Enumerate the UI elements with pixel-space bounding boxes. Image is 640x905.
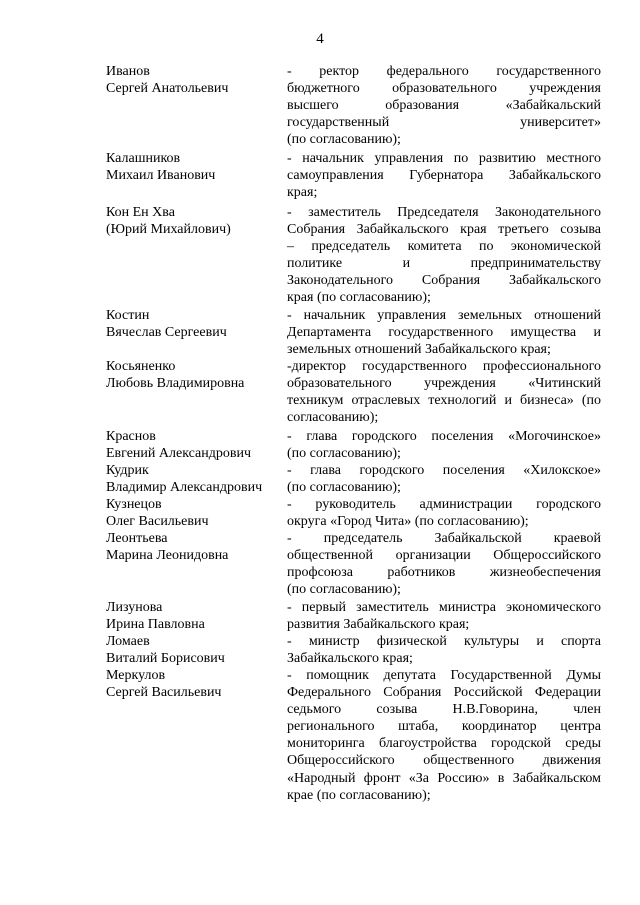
description-line: - помощник депутата Государственной Думы	[287, 668, 601, 683]
member-position-description	[287, 496, 601, 530]
description-line: - заместитель Председателя Законодательного	[287, 205, 601, 220]
member-entry	[106, 428, 601, 462]
description-line: - ректор федерального государственного	[287, 64, 601, 79]
description-line: округа «Город Чита» (по согласованию);	[287, 514, 529, 530]
member-given-names: Михаил Иванович	[106, 168, 216, 183]
description-line: - начальник управления по развитию местного	[287, 151, 601, 166]
description-line: (по согласованию);	[287, 446, 401, 462]
member-given-names: Марина Леонидовна	[106, 548, 229, 563]
member-given-names: Любовь Владимировна	[106, 376, 245, 391]
member-entry	[106, 307, 601, 358]
member-entry	[106, 667, 601, 804]
member-surname: Ломаев	[106, 634, 150, 649]
member-entry	[106, 63, 601, 148]
description-line: (по согласованию);	[287, 132, 401, 148]
description-line: мониторинга благоустройства городской среды	[287, 736, 601, 752]
page-number: 4	[316, 31, 324, 47]
member-position-description	[287, 599, 601, 633]
description-line: Федерального Собрания Российской Федерации	[287, 685, 601, 701]
member-position-description	[287, 307, 601, 358]
description-line: - начальник управления земельных отношений	[287, 308, 601, 323]
member-given-names: Владимир Александрович	[106, 480, 263, 495]
description-line: - глава городского поселения «Хилокское»	[287, 463, 601, 478]
description-line: края (по согласованию);	[287, 290, 431, 306]
description-line: регионального штаба, координатор центра	[287, 719, 601, 735]
description-line: (по согласованию);	[287, 480, 401, 496]
member-entry	[106, 462, 601, 496]
member-surname: Кон Ен Хва	[106, 205, 175, 220]
member-surname: Кудрик	[106, 463, 149, 478]
description-line: Законодательного Собрания Забайкальского	[287, 273, 601, 289]
member-entry	[106, 633, 601, 667]
member-surname: Краснов	[106, 429, 156, 444]
member-given-names: Сергей Васильевич	[106, 685, 222, 700]
member-given-names: Вячеслав Сергеевич	[106, 325, 227, 340]
description-line: - министр физической культуры и спорта	[287, 634, 601, 649]
member-entry	[106, 150, 601, 201]
description-line: седьмого созыва Н.В.Говорина, член	[287, 702, 601, 718]
description-line: - председатель Забайкальской краевой	[287, 531, 601, 546]
member-given-names: Ирина Павловна	[106, 617, 205, 632]
member-position-description	[287, 667, 601, 804]
description-line: техникум отраслевых технологий и бизнеса» (по	[287, 393, 601, 409]
description-line: развития Забайкальского края;	[287, 617, 470, 633]
member-entry	[106, 599, 601, 633]
description-line: – председатель комитета по экономической	[287, 239, 601, 255]
member-position-description	[287, 633, 601, 667]
member-surname: Меркулов	[106, 668, 166, 683]
description-line: профсоюза работников жизнеобеспечения	[287, 565, 601, 581]
member-entry	[106, 204, 601, 307]
description-line: образовательного учреждения «Читинский	[287, 376, 601, 392]
member-entry	[106, 496, 601, 530]
description-line: - руководитель администрации городского	[287, 497, 601, 512]
member-given-names: Сергей Анатольевич	[106, 81, 229, 96]
member-position-description	[287, 358, 601, 426]
member-position-description	[287, 462, 601, 496]
description-line: - глава городского поселения «Могочинское»	[287, 429, 601, 444]
description-line: политике и предпринимательству	[287, 256, 601, 272]
description-line: (по согласованию);	[287, 582, 401, 598]
member-surname: Лизунова	[106, 600, 163, 615]
description-line: Департамента государственного имущества и	[287, 325, 601, 341]
member-given-names: Евгений Александрович	[106, 446, 252, 461]
member-position-description	[287, 204, 601, 307]
member-surname: Косьяненко	[106, 359, 176, 374]
description-line: Собрания Забайкальского края третьего созыва	[287, 222, 601, 238]
description-line: согласованию);	[287, 410, 379, 426]
member-position-description	[287, 428, 601, 462]
member-entry	[106, 530, 601, 598]
description-line: бюджетного образовательного учреждения	[287, 81, 601, 97]
member-given-names: Виталий Борисович	[106, 651, 225, 666]
description-line: -директор государственного профессионального	[287, 359, 601, 374]
member-position-description	[287, 150, 601, 201]
description-line: Общероссийского общественного движения	[287, 753, 601, 769]
member-surname: Кузнецов	[106, 497, 162, 512]
member-position-description	[287, 530, 601, 598]
member-position-description	[287, 63, 601, 148]
member-surname: Иванов	[106, 64, 150, 79]
description-line: высшего образования «Забайкальский	[287, 98, 601, 114]
description-line: земельных отношений Забайкальского края;	[287, 342, 551, 358]
description-line: - первый заместитель министра экономического	[287, 600, 601, 615]
description-line: государственный университет»	[287, 115, 601, 131]
description-line: общественной организации Общероссийского	[287, 548, 601, 564]
description-line: края;	[287, 185, 318, 201]
description-line: самоуправления Губернатора Забайкальского	[287, 168, 601, 184]
description-line: «Народный фронт «За Россию» в Забайкальском	[287, 770, 601, 786]
description-line: Забайкальского края;	[287, 651, 413, 667]
member-entry	[106, 358, 601, 426]
member-surname: Костин	[106, 308, 150, 323]
member-surname: Леонтьева	[106, 531, 168, 546]
description-line: крае (по согласованию);	[287, 787, 431, 803]
member-surname: Калашников	[106, 151, 181, 166]
member-given-names: (Юрий Михайлович)	[106, 222, 231, 237]
member-given-names: Олег Васильевич	[106, 514, 209, 529]
